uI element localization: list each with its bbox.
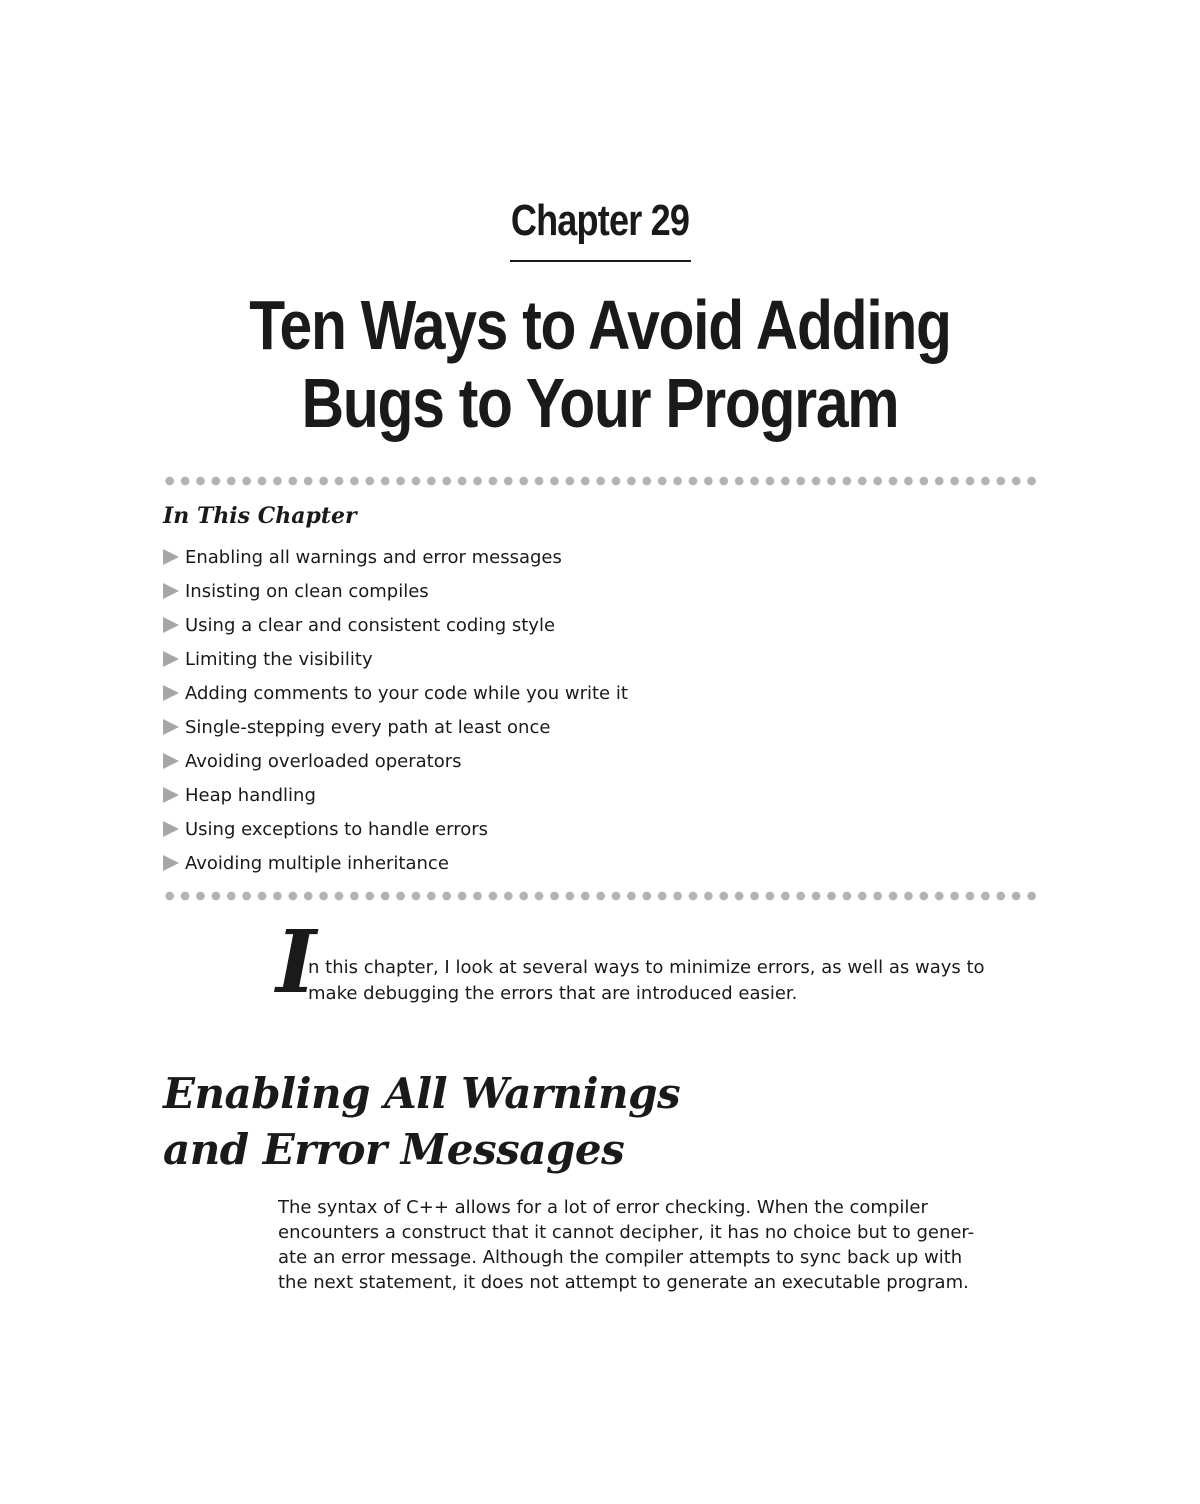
list-item <box>163 812 628 846</box>
section-heading <box>163 1066 863 1178</box>
list-item-text: Insisting on clean compiles <box>185 580 429 602</box>
section-heading-line-1: Enabling All Warnings <box>163 1069 681 1118</box>
list-item-text: Enabling all warnings and error messages <box>185 546 562 568</box>
list-item <box>163 608 628 642</box>
triangle-bullet-icon <box>163 651 179 667</box>
triangle-bullet-icon <box>163 685 179 701</box>
body-line: encounters a construct that it cannot decipher, it has no choice but to gener- <box>278 1222 975 1243</box>
list-item-text: Avoiding overloaded operators <box>185 750 462 772</box>
list-item <box>163 846 628 880</box>
list-item <box>163 642 628 676</box>
chapter-title-line-2: Bugs to Your Program <box>301 364 899 442</box>
triangle-bullet-icon <box>163 855 179 871</box>
triangle-bullet-icon <box>163 719 179 735</box>
triangle-bullet-icon <box>163 549 179 565</box>
list-item-text: Using a clear and consistent coding style <box>185 614 556 636</box>
chapter-underline <box>510 260 691 262</box>
triangle-bullet-icon <box>163 821 179 837</box>
triangle-bullet-icon <box>163 583 179 599</box>
triangle-bullet-icon <box>163 787 179 803</box>
list-item <box>163 540 628 574</box>
list-item-text: Adding comments to your code while you write it <box>185 682 628 704</box>
chapter-title <box>96 286 1104 442</box>
intro-line-1: n this chapter, I look at several ways to minimize errors, as well as ways to <box>308 957 985 978</box>
intro-line-2: make debugging the errors that are introduced easier. <box>308 983 798 1004</box>
chapter-title-line-1: Ten Ways to Avoid Adding <box>249 286 951 364</box>
body-line: the next statement, it does not attempt to generate an executable program. <box>278 1272 969 1293</box>
list-item <box>163 778 628 812</box>
body-line: ate an error message. Although the compiler attempts to sync back up with <box>278 1247 963 1268</box>
dotted-divider-bottom <box>162 891 1038 901</box>
chapter-number: Chapter 29 <box>510 196 690 245</box>
section-body-paragraph <box>278 1195 1048 1295</box>
list-item-text: Using exceptions to handle errors <box>185 818 488 840</box>
in-this-chapter-heading: In This Chapter <box>163 503 357 529</box>
chapter-topics-list <box>163 540 628 880</box>
body-line: The syntax of C++ allows for a lot of error checking. When the compiler <box>278 1197 928 1218</box>
section-heading-line-2: and Error Messages <box>163 1125 625 1174</box>
list-item-text: Heap handling <box>185 784 316 806</box>
list-item <box>163 744 628 778</box>
triangle-bullet-icon <box>163 617 179 633</box>
list-item-text: Single-stepping every path at least once <box>185 716 551 738</box>
dotted-divider-top <box>162 476 1038 486</box>
intro-text <box>308 955 1048 1007</box>
triangle-bullet-icon <box>163 753 179 769</box>
list-item <box>163 574 628 608</box>
list-item <box>163 676 628 710</box>
list-item-text: Avoiding multiple inheritance <box>185 852 449 874</box>
list-item <box>163 710 628 744</box>
drop-cap: I <box>276 912 317 1013</box>
list-item-text: Limiting the visibility <box>185 648 373 670</box>
